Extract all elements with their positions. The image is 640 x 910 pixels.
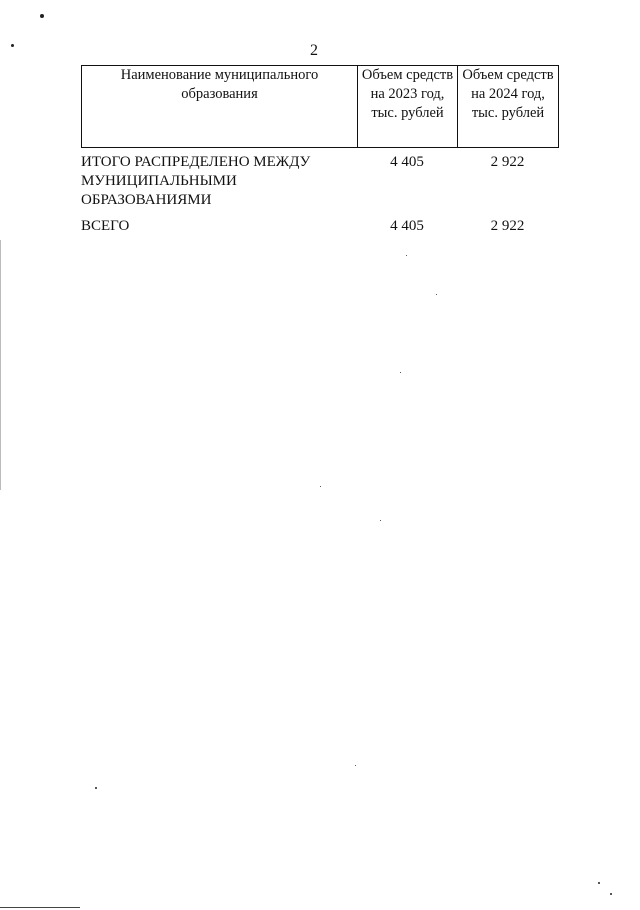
scan-speck [406, 255, 407, 256]
row-value-2024: 2 922 [490, 154, 525, 170]
scan-speck [380, 520, 381, 521]
header-volume-2024: Объем средств на 2024 год, тыс. рублей [458, 66, 559, 148]
scan-speck [320, 486, 321, 487]
scan-speck [40, 14, 44, 18]
row-value-2023: 4 405 [390, 154, 424, 170]
row-value-2023: 4 405 [390, 218, 424, 234]
scan-speck [355, 765, 356, 766]
scan-speck [598, 882, 600, 884]
row-label: ВСЕГО [81, 218, 130, 234]
scan-speck [11, 44, 14, 47]
scan-speck [95, 787, 97, 789]
row-label: ИТОГО РАСПРЕДЕЛЕНО МЕЖДУ МУНИЦИПАЛЬНЫМИ ОБРАЗОВАНИЯМИ [81, 154, 311, 208]
scan-edge-line [0, 240, 1, 490]
scan-speck [610, 893, 612, 895]
data-table-header [81, 65, 559, 148]
page-number: 2 [310, 42, 318, 59]
scan-speck [436, 294, 437, 295]
scan-edge-line [0, 907, 80, 908]
header-municipality-name: Наименование муниципального образования [82, 66, 358, 148]
header-volume-2023: Объем средств на 2023 год, тыс. рублей [358, 66, 458, 148]
scan-speck [400, 372, 401, 373]
row-value-2024: 2 922 [490, 218, 525, 234]
